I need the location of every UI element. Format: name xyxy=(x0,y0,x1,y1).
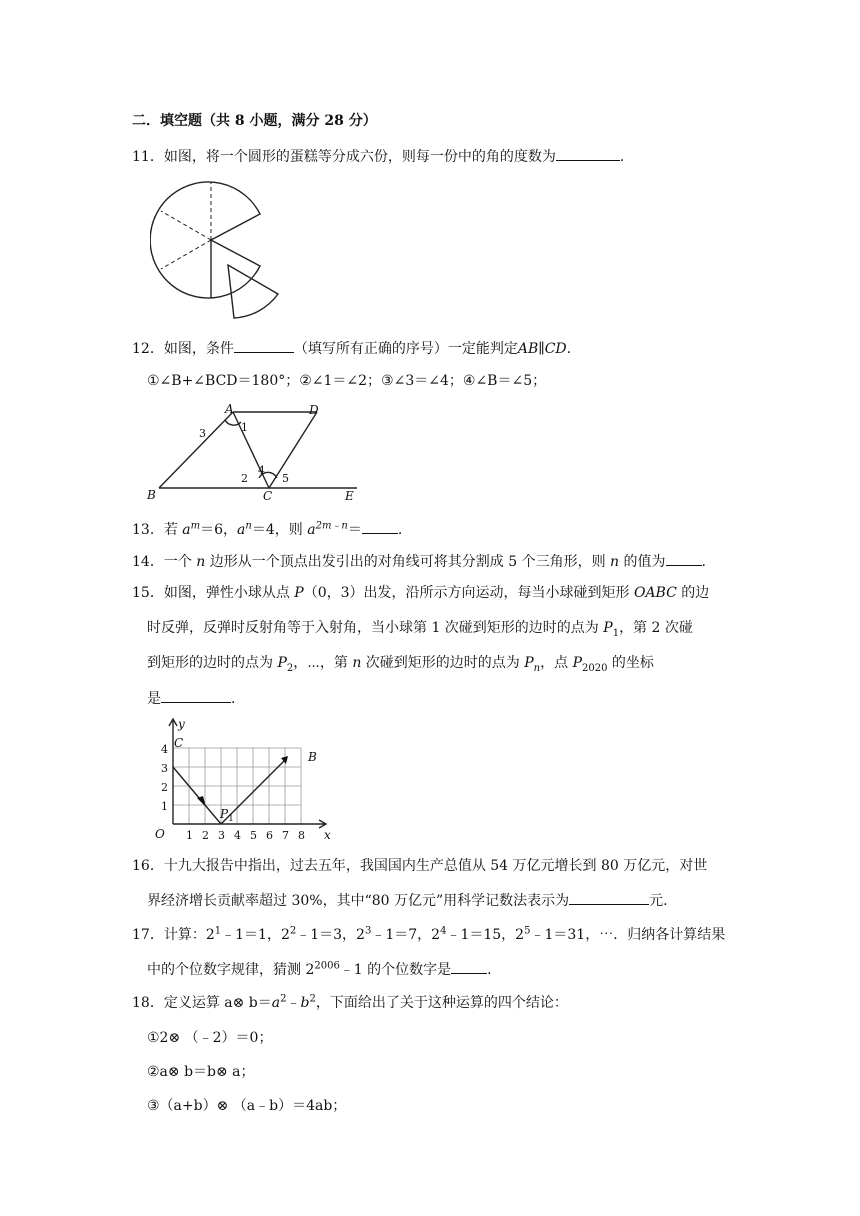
label-o: O xyxy=(155,827,165,841)
question-15-line-2: 时反弹，反弹时反射角等于入射角，当小球第 1 次碰到矩形的边时的点为 $P_1$，第 2 次碰 xyxy=(147,620,693,639)
svg-text:5: 5 xyxy=(250,829,257,842)
question-15-line-1: 15．如图，弹性小球从点 P（0，3）出发，沿所示方向运动，每当小球碰到矩形 OABC 的边 xyxy=(132,585,710,601)
svg-text:4: 4 xyxy=(234,829,241,842)
section-title: 二．填空题（共 8 小题，满分 28 分） xyxy=(132,113,377,129)
label-c: C xyxy=(263,489,273,502)
conclusion-1: ①2⊗ （﹣2）＝0； xyxy=(147,1030,273,1046)
question-15-line-4: 是 . xyxy=(147,688,235,709)
conclusion-2: ②a⊗ b＝b⊗ a； xyxy=(147,1064,255,1080)
question-17-line-1: 17．计算：$2^1﹣1=1$，$2^2﹣1=3$，$2^3﹣1=7$，$2^4﹣1=15$，$2^5﹣1=31$，⋯．归纳各计算结果 xyxy=(132,925,726,943)
svg-text:4: 4 xyxy=(258,464,265,477)
answer-blank[interactable] xyxy=(234,338,294,353)
coordinate-grid-figure xyxy=(145,716,335,844)
svg-text:3: 3 xyxy=(199,427,206,440)
question-15-line-3: 到矩形的边时的点为 $P_2$，⋯，第 n 次碰到矩形的边时的点为 $P_n$，点 $P_{2020}$ 的坐标 xyxy=(147,655,654,674)
svg-text:2: 2 xyxy=(161,781,168,794)
label-x: x xyxy=(324,828,331,842)
question-16-line-2: 界经济增长贡献率超过 30%，其中“80 万亿元”用科学记数法表示为 元. xyxy=(147,890,668,911)
answer-blank[interactable] xyxy=(451,959,487,974)
svg-text:8: 8 xyxy=(298,829,305,842)
question-text: 如图，将一个圆形的蛋糕等分成六份，则每一份中的角的度数为 xyxy=(163,149,556,165)
question-11: 11．如图，将一个圆形的蛋糕等分成六份，则每一份中的角的度数为 . xyxy=(132,146,624,167)
question-18-line-1: 18．定义运算 a⊗ $b=a^2﹣b^2$，下面给出了关于这种运算的四个结论： xyxy=(132,993,568,1011)
answer-blank[interactable] xyxy=(666,551,702,566)
label-c: C xyxy=(174,736,184,750)
question-number: 11． xyxy=(132,149,164,165)
cake-figure xyxy=(150,180,285,320)
label-b: B xyxy=(308,750,317,764)
svg-text:2: 2 xyxy=(241,472,248,485)
label-y: y xyxy=(178,717,185,731)
label-a: A xyxy=(225,402,234,416)
svg-text:1: 1 xyxy=(186,829,193,842)
question-14: 14．一个 n 边形从一个顶点出发引出的对角线可将其分割成 5 个三角形，则 n 的值为 . xyxy=(132,551,706,572)
svg-text:7: 7 xyxy=(282,829,289,842)
label-p1: $P_1$ xyxy=(220,807,234,824)
label-e: E xyxy=(345,489,354,502)
svg-text:3: 3 xyxy=(161,762,168,775)
label-b: B xyxy=(147,488,156,502)
svg-text:3: 3 xyxy=(218,829,225,842)
answer-blank[interactable] xyxy=(556,146,620,161)
svg-text:1: 1 xyxy=(161,800,168,813)
answer-blank[interactable] xyxy=(161,688,231,703)
question-17-line-2: 中的个位数字规律，猜测 $2^{2006}﹣1$ 的个位数字是 . xyxy=(147,960,492,978)
svg-text:1: 1 xyxy=(241,421,248,434)
svg-text:2: 2 xyxy=(202,829,209,842)
svg-text:4: 4 xyxy=(161,743,168,756)
question-12-options: ①∠B+∠BCD＝180°；②∠1＝∠2；③∠3＝∠4；④∠B＝∠5； xyxy=(147,373,547,389)
svg-text:6: 6 xyxy=(266,829,273,842)
conclusion-3: ③（a+b）⊗ （a﹣b）＝4ab； xyxy=(147,1098,347,1114)
question-16-line-1: 16．十九大报告中指出，过去五年，我国国内生产总值从 54 万亿元增长到 80 万亿元，对世 xyxy=(132,858,708,874)
parallel-lines-figure xyxy=(145,402,360,502)
answer-blank[interactable] xyxy=(569,890,649,905)
question-12: 12．如图，条件 （填写所有正确的序号）一定能判定AB∥CD. xyxy=(132,338,571,359)
answer-blank[interactable] xyxy=(362,519,398,534)
label-d: D xyxy=(309,403,319,417)
question-13: 13．若 $a^m=6$，$a^n=4$，则 $a^{2m﹣n}=$ . xyxy=(132,520,403,538)
svg-text:5: 5 xyxy=(282,472,289,485)
